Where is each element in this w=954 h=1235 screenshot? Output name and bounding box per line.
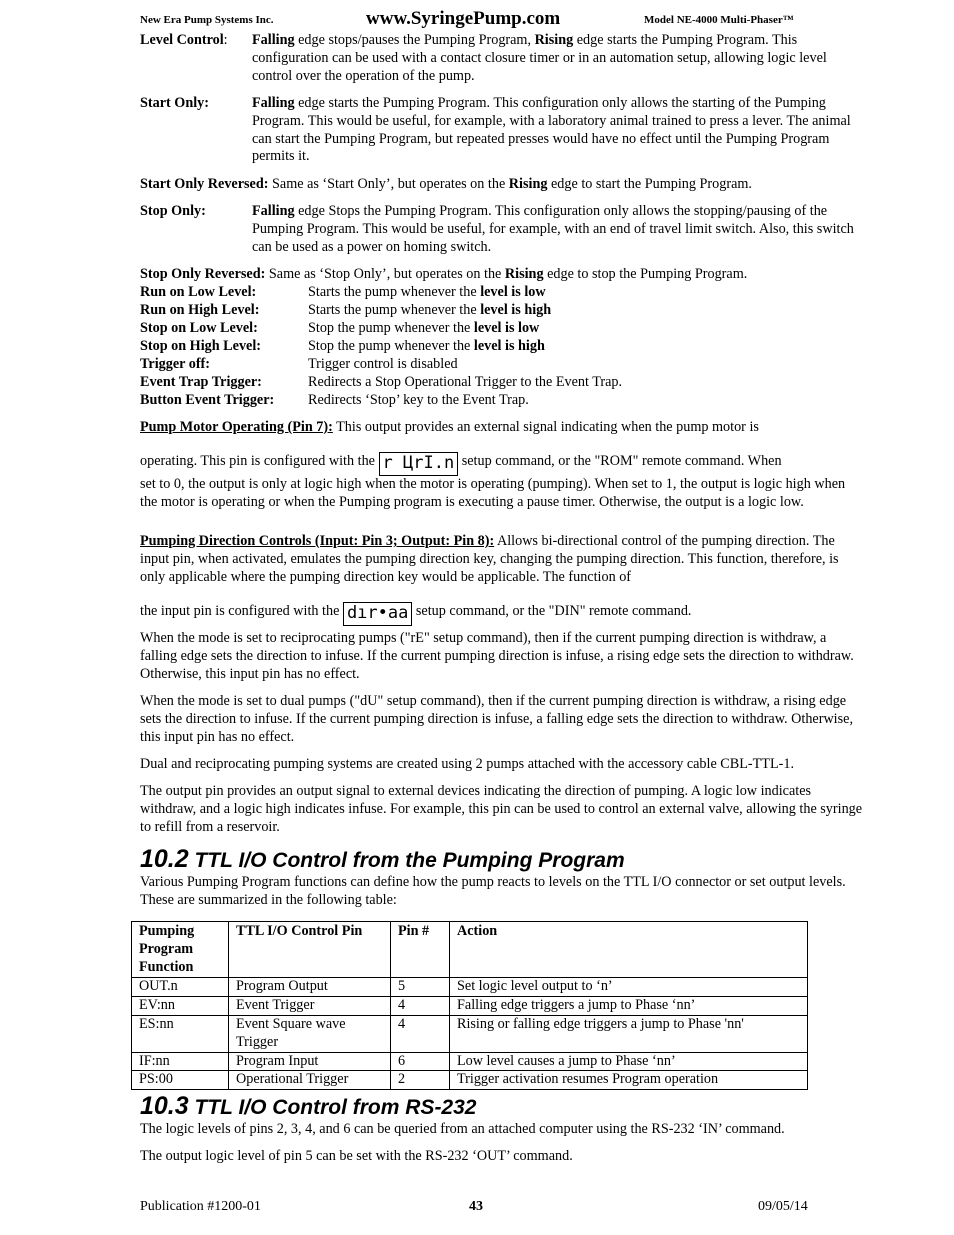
lcd-din-display: dır•aa	[343, 602, 412, 626]
lcd-rom-display: r ЦrI.n	[379, 452, 459, 476]
direction-config: the input pin is configured with the dır•aa setup command, or the "DIN" remote command.	[140, 602, 864, 626]
mode-term: Run on Low Level:	[140, 284, 257, 300]
mode-desc: Redirects ‘Stop’ key to the Event Trap.	[308, 392, 529, 408]
table-header-row	[132, 922, 808, 978]
table-cell: Program Output	[229, 978, 391, 997]
mode-term: Event Trap Trigger:	[140, 374, 262, 390]
table-cell: 6	[391, 1052, 450, 1071]
desc-level-control: Falling edge stops/pauses the Pumping Program, Rising edge starts the Pumping Program. This configuration can be used with a contact closure timer or in an automation setup, allowing logic level control over the operation of the pump.	[252, 32, 827, 84]
mode-desc: Stop the pump whenever the level is low	[308, 320, 540, 336]
section-heading-10-2: 10.2 TTL I/O Control from the Pumping Program	[140, 845, 625, 873]
output-paragraph: The output pin provides an output signal to external devices indicating the direction of pumping. A logic low indicates withdraw, and a logic high indicates infuse. For example, this pin can be used to control an external valve, allowing the syringe to refill from a reservoir.	[140, 783, 863, 835]
table-cell: Program Input	[229, 1052, 391, 1071]
header-model: Model NE-4000 Multi-Phaser™	[644, 14, 794, 26]
dual-paragraph: When the mode is set to dual pumps ("dU" setup command), then if the current pumping direction is withdraw, a rising edge sets the direction to infuse. If the current pumping direction is infuse, a falling edge sets the direction to withdraw. Otherwise, this input pin has no effect.	[140, 693, 853, 745]
cable-paragraph: Dual and reciprocating pumping systems are created using 2 pumps attached with the accessory cable CBL-TTL-1.	[140, 756, 794, 772]
mode-term: Stop on High Level:	[140, 338, 262, 354]
reciprocating-paragraph: When the mode is set to reciprocating pumps ("rE" setup command), then if the current pumping direction is withdraw, a falling edge sets the direction to infuse. If the current pumping direction is infuse, a rising edge sets the direction to withdraw. Otherwise, this input pin has no effect.	[140, 630, 854, 682]
mode-desc: Starts the pump whenever the level is low	[308, 284, 546, 300]
mode-term: Trigger off:	[140, 356, 210, 372]
table-cell: IF:nn	[132, 1052, 229, 1071]
page-number: 43	[469, 1199, 483, 1214]
mode-desc: Trigger control is disabled	[308, 356, 458, 372]
section-10-3-p1: The logic levels of pins 2, 3, 4, and 6 can be queried from an attached computer using the RS-232 ‘IN’ command.	[140, 1121, 785, 1137]
header-company: New Era Pump Systems Inc.	[140, 14, 274, 26]
mode-desc: Stop the pump whenever the level is high	[308, 338, 545, 354]
table-row	[132, 1071, 808, 1090]
pump-motor-heading-line: Pump Motor Operating (Pin 7): This output provides an external signal indicating when the pump motor is	[140, 419, 759, 435]
direction-paragraph: Pumping Direction Controls (Input: Pin 3; Output: Pin 8): Allows bi-directional control of the pumping direction. The input pin, when activated, emulates the pumping direction key, changing the pumping direction. This function, therefore, is only applicable where the pumping direction key would be applicable. The function of	[140, 533, 839, 585]
ttl-table	[131, 921, 808, 1090]
stop-only-reversed: Stop Only Reversed: Same as ‘Stop Only’, but operates on the Rising edge to stop the Pumping Program.	[140, 266, 748, 282]
start-only-reversed: Start Only Reversed: Same as ‘Start Only’, but operates on the Rising edge to start the Pumping Program.	[140, 176, 752, 192]
pump-motor-body: operating. This pin is configured with the r ЦrI.n setup command, or the "ROM" remote command. When set to 0, the output is only at logic high when the motor is operating (pumping). When set to 1, the output is logic high when the motor is operating or when the Pumping program is executing a pause timer. Otherwise, the output is a logic low.	[140, 453, 846, 510]
column-header: Pin #	[391, 922, 450, 978]
term-level-control: Level Control:	[140, 32, 228, 48]
table-cell: Event Trigger	[229, 997, 391, 1016]
column-header: Pumping Program Function	[132, 922, 229, 978]
table-row	[132, 978, 808, 997]
table-row	[132, 1015, 808, 1052]
table-cell: Operational Trigger	[229, 1071, 391, 1090]
table-cell: Set logic level output to ‘n’	[450, 978, 808, 997]
mode-term: Run on High Level:	[140, 302, 260, 318]
table-cell: 4	[391, 997, 450, 1016]
table-cell: PS:00	[132, 1071, 229, 1090]
table-cell: Event Square wave Trigger	[229, 1015, 391, 1052]
mode-desc: Starts the pump whenever the level is high	[308, 302, 552, 318]
column-header: TTL I/O Control Pin	[229, 922, 391, 978]
table-cell: Low level causes a jump to Phase ‘nn’	[450, 1052, 808, 1071]
table-row	[132, 997, 808, 1016]
table-cell: Trigger activation resumes Program operation	[450, 1071, 808, 1090]
table-cell: 2	[391, 1071, 450, 1090]
table-cell: 4	[391, 1015, 450, 1052]
column-header: Action	[450, 922, 808, 978]
term-start-only: Start Only:	[140, 95, 209, 111]
section-10-2-intro: Various Pumping Program functions can define how the pump reacts to levels on the TTL I/O connector or set output levels. These are summarized in the following table:	[140, 874, 846, 908]
mode-desc: Redirects a Stop Operational Trigger to the Event Trap.	[308, 374, 623, 390]
table-cell: OUT.n	[132, 978, 229, 997]
table-row	[132, 1052, 808, 1071]
section-heading-10-3: 10.3 TTL I/O Control from RS-232	[140, 1092, 477, 1120]
footer-date: 09/05/14	[758, 1199, 808, 1214]
table-cell: 5	[391, 978, 450, 997]
table-cell: ES:nn	[132, 1015, 229, 1052]
table-cell: EV:nn	[132, 997, 229, 1016]
footer-publication: Publication #1200-01	[140, 1199, 261, 1214]
mode-term: Button Event Trigger:	[140, 392, 275, 408]
header-website: www.SyringePump.com	[366, 8, 561, 29]
desc-start-only: Falling edge starts the Pumping Program. This configuration only allows the starting of the Pumping Program. This would be useful, for example, with a laboratory animal trained to press a lever. The animal can start the Pumping Program, but repeated presses would have no effect until the Pumping Program permits it.	[252, 95, 851, 165]
section-10-3-p2: The output logic level of pin 5 can be set with the RS-232 ‘OUT’ command.	[140, 1148, 573, 1164]
desc-stop-only: Falling edge Stops the Pumping Program. This configuration only allows the stopping/pausing of the Pumping Program. This would be useful, for example, with an end of travel limit switch. Also, this switch can be used as a power on homing switch.	[252, 203, 854, 255]
term-stop-only: Stop Only:	[140, 203, 206, 219]
mode-term: Stop on Low Level:	[140, 320, 258, 336]
table-cell: Falling edge triggers a jump to Phase ‘nn’	[450, 997, 808, 1016]
table-cell: Rising or falling edge triggers a jump to Phase 'nn'	[450, 1015, 808, 1052]
